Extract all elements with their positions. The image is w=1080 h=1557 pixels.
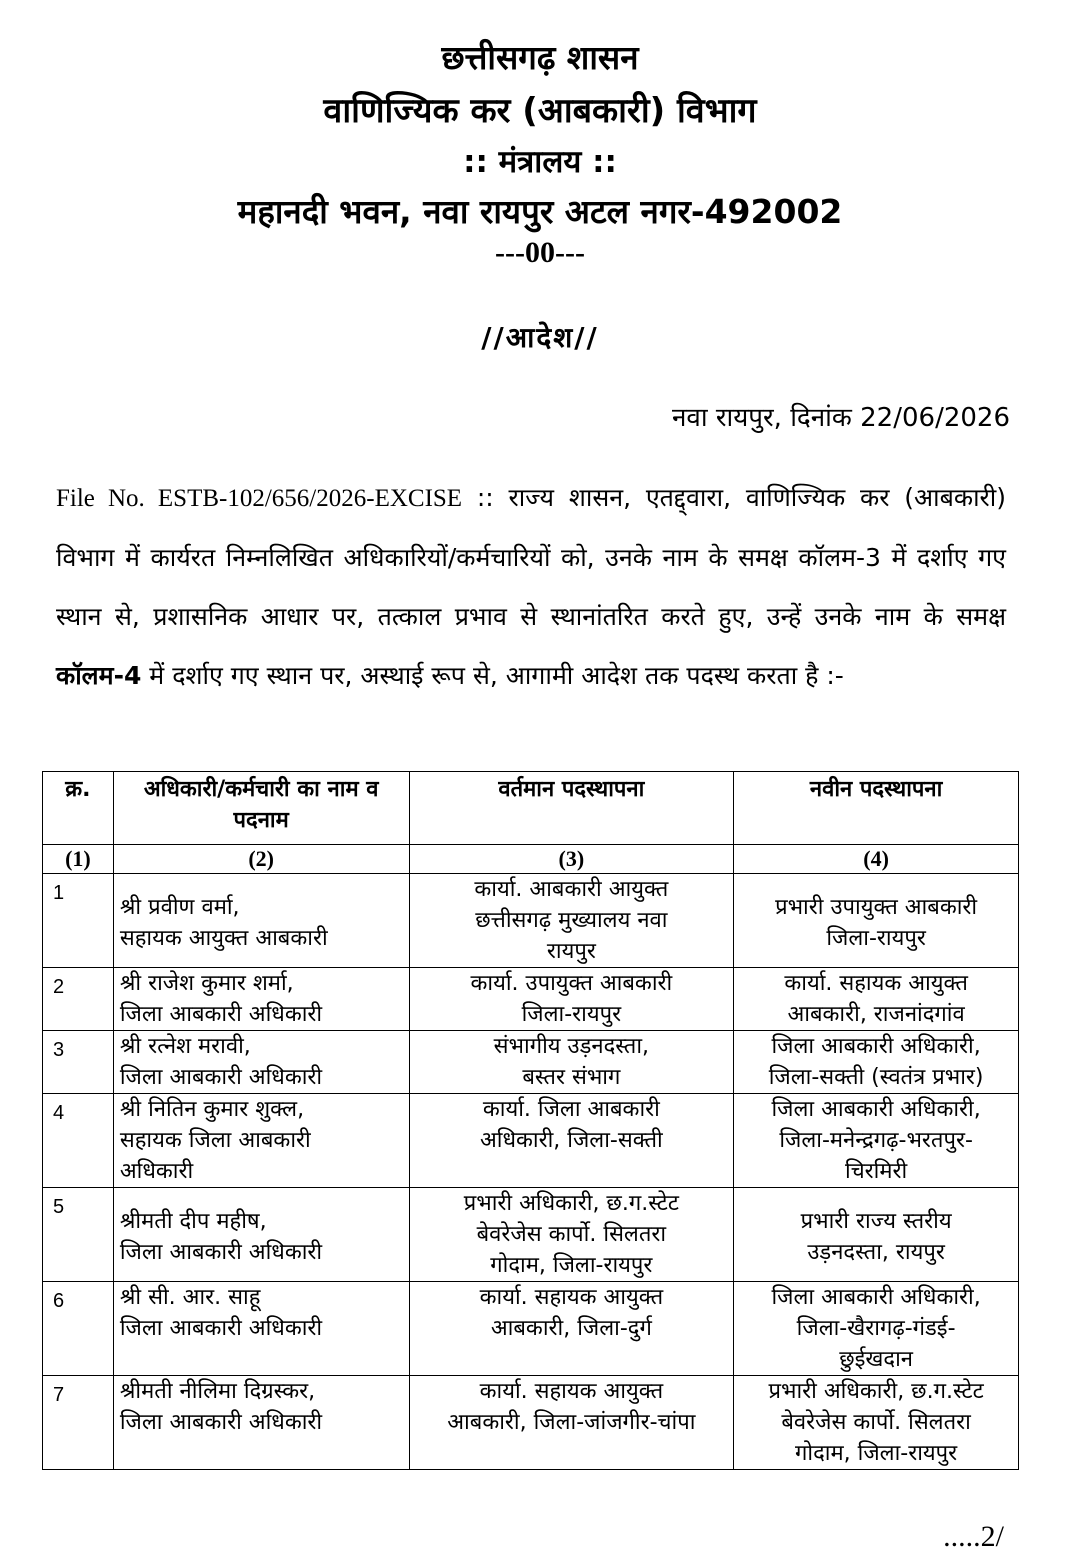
current-posting-cell: [409, 1094, 734, 1188]
new-posting-line: जिला आबकारी अधिकारी,: [771, 1097, 981, 1122]
table-row: [43, 1376, 1019, 1470]
office-address: महानदी भवन, नवा रायपुर अटल नगर-492002: [237, 192, 843, 231]
govt-name: छत्तीसगढ़ शासन: [441, 38, 639, 77]
table-body: [43, 874, 1019, 1470]
row-serial: 1: [43, 874, 114, 968]
transfer-table: [42, 771, 1019, 1470]
table-row: [43, 968, 1019, 1031]
table-row: [43, 874, 1019, 968]
body-bold-column-ref: कॉलम-4: [56, 661, 142, 690]
column-number: (2): [113, 845, 409, 874]
employee-name-cell: [113, 874, 409, 968]
current-posting-line: प्रभारी अधिकारी, छ.ग.स्टेट: [463, 1191, 679, 1216]
row-serial: 4: [43, 1094, 114, 1188]
current-posting-line: अधिकारी, जिला-सक्ती: [479, 1128, 663, 1153]
new-posting-line: आबकारी, राजनांदगांव: [787, 1002, 965, 1027]
current-posting-line: रायपुर: [546, 939, 596, 964]
current-posting-line: जिला-रायपुर: [521, 1002, 622, 1027]
table-row: [43, 1282, 1019, 1376]
header-serial: क्र.: [43, 772, 114, 845]
employee-line: श्रीमती नीलिमा दिग्रस्कर,: [119, 1379, 316, 1404]
current-posting-line: संभागीय उड़नदस्ता,: [493, 1034, 650, 1059]
current-posting-line: कार्या. जिला आबकारी: [482, 1097, 660, 1122]
department-name: वाणिज्यिक कर (आबकारी) विभाग: [323, 91, 757, 131]
new-posting-line: गोदाम, जिला-रायपुर: [795, 1441, 958, 1466]
row-serial: 2: [43, 968, 114, 1031]
new-posting-line: जिला-मनेन्द्रगढ़-भरतपुर-: [779, 1128, 973, 1153]
new-posting-line: छुईखदान: [839, 1347, 914, 1372]
employee-line: श्रीमती दीप महीष,: [119, 1209, 267, 1234]
new-posting-line: जिला-खैरागढ़-गंडई-: [796, 1316, 956, 1341]
employee-line: सहायक जिला आबकारी: [119, 1128, 311, 1153]
new-posting-cell: [734, 1282, 1019, 1376]
body-text-2: में दर्शाए गए स्थान पर, अस्थाई रूप से, आगामी आदेश तक पदस्थ करता है :-: [141, 661, 844, 690]
new-posting-cell: [734, 1094, 1019, 1188]
new-posting-line: प्रभारी उपायुक्त आबकारी: [775, 895, 978, 920]
row-serial: 7: [43, 1376, 114, 1470]
column-number: (1): [43, 845, 114, 874]
current-posting-line: बस्तर संभाग: [522, 1065, 621, 1090]
new-posting-line: जिला-सक्ती (स्वतंत्र प्रभार): [768, 1065, 984, 1090]
employee-name-cell: [113, 1282, 409, 1376]
table-row: [43, 1031, 1019, 1094]
employee-line: श्री रत्नेश मरावी,: [119, 1034, 251, 1059]
new-posting-line: जिला आबकारी अधिकारी,: [771, 1034, 981, 1059]
current-posting-cell: [409, 1376, 734, 1470]
table-row: [43, 1188, 1019, 1282]
header-separator: ---00---: [495, 236, 585, 269]
employee-name-cell: [113, 1376, 409, 1470]
table-row: [43, 1094, 1019, 1188]
current-posting-line: छत्तीसगढ़ मुख्यालय नवा: [475, 908, 668, 933]
employee-line: जिला आबकारी अधिकारी: [119, 1002, 323, 1027]
current-posting-line: कार्या. सहायक आयुक्त: [479, 1285, 664, 1310]
new-posting-line: जिला-रायपुर: [826, 926, 926, 951]
order-title: //आदेश//: [481, 321, 599, 354]
new-posting-line: प्रभारी राज्य स्तरीय: [800, 1209, 952, 1234]
employee-line: जिला आबकारी अधिकारी: [119, 1065, 323, 1090]
new-posting-cell: [734, 1031, 1019, 1094]
page-continuation: .....2/: [943, 1520, 1004, 1553]
header-current-posting: वर्तमान पदस्थापना: [409, 772, 734, 845]
column-number: (4): [734, 845, 1019, 874]
employee-name-cell: [113, 1094, 409, 1188]
employee-line: श्री प्रवीण वर्मा,: [119, 895, 240, 920]
row-serial: 5: [43, 1188, 114, 1282]
order-date: नवा रायपुर, दिनांक 22/06/2026: [671, 403, 1010, 433]
current-posting-line: आबकारी, जिला-दुर्ग: [490, 1316, 652, 1341]
header-name-designation: अधिकारी/कर्मचारी का नाम व पदनाम: [113, 772, 409, 845]
employee-line: जिला आबकारी अधिकारी: [119, 1316, 323, 1341]
column-number: (3): [409, 845, 734, 874]
body-text-1: :: राज्य शासन, एतद्द्वारा, वाणिज्यिक कर (आबकारी) विभाग में कार्यरत निम्नलिखित अधिकारियों/कर्मचारियों को, उनके नाम के समक्ष कॉलम-3 में दर्शाए गए स्थान से, प्रशासनिक आधार पर, तत्काल प्रभाव से स्थानांतरित करते हुए, उन्हें उनके नाम के समक्ष: [56, 483, 1006, 631]
current-posting-line: कार्या. सहायक आयुक्त: [479, 1379, 664, 1404]
current-posting-line: कार्या. उपायुक्त आबकारी: [470, 971, 673, 996]
current-posting-cell: [409, 1282, 734, 1376]
ministry-label: :: मंत्रालय ::: [463, 144, 617, 180]
current-posting-line: आबकारी, जिला-जांजगीर-चांपा: [447, 1410, 696, 1435]
file-number: File No. ESTB-102/656/2026-EXCISE: [56, 485, 463, 512]
current-posting-line: बेवरेजेस कार्पो. सिलतरा: [476, 1222, 667, 1247]
new-posting-cell: [734, 968, 1019, 1031]
new-posting-line: प्रभारी अधिकारी, छ.ग.स्टेट: [768, 1379, 984, 1404]
current-posting-cell: [409, 874, 734, 968]
employee-line: सहायक आयुक्त आबकारी: [119, 926, 328, 951]
employee-line: श्री नितिन कुमार शुक्ल,: [119, 1097, 305, 1122]
new-posting-line: चिरमिरी: [845, 1159, 908, 1184]
order-body-paragraph: [56, 468, 1006, 705]
table-header-row: [43, 772, 1019, 845]
new-posting-cell: [734, 1376, 1019, 1470]
employee-line: जिला आबकारी अधिकारी: [119, 1240, 323, 1265]
row-serial: 6: [43, 1282, 114, 1376]
employee-name-cell: [113, 1031, 409, 1094]
current-posting-cell: [409, 968, 734, 1031]
employee-line: जिला आबकारी अधिकारी: [119, 1410, 323, 1435]
row-serial: 3: [43, 1031, 114, 1094]
new-posting-cell: [734, 874, 1019, 968]
employee-line: अधिकारी: [119, 1159, 194, 1184]
employee-line: श्री सी. आर. साहू: [119, 1285, 261, 1310]
new-posting-line: कार्या. सहायक आयुक्त: [784, 971, 968, 996]
current-posting-cell: [409, 1188, 734, 1282]
employee-name-cell: [113, 1188, 409, 1282]
employee-name-cell: [113, 968, 409, 1031]
current-posting-line: कार्या. आबकारी आयुक्त: [474, 877, 669, 902]
new-posting-line: उड़नदस्ता, रायपुर: [807, 1240, 945, 1265]
header-new-posting: नवीन पदस्थापना: [734, 772, 1019, 845]
new-posting-line: जिला आबकारी अधिकारी,: [771, 1285, 981, 1310]
new-posting-line: बेवरेजेस कार्पो. सिलतरा: [781, 1410, 971, 1435]
new-posting-cell: [734, 1188, 1019, 1282]
current-posting-cell: [409, 1031, 734, 1094]
current-posting-line: गोदाम, जिला-रायपुर: [490, 1253, 653, 1278]
column-number-row: [43, 845, 1019, 874]
employee-line: श्री राजेश कुमार शर्मा,: [119, 971, 294, 996]
